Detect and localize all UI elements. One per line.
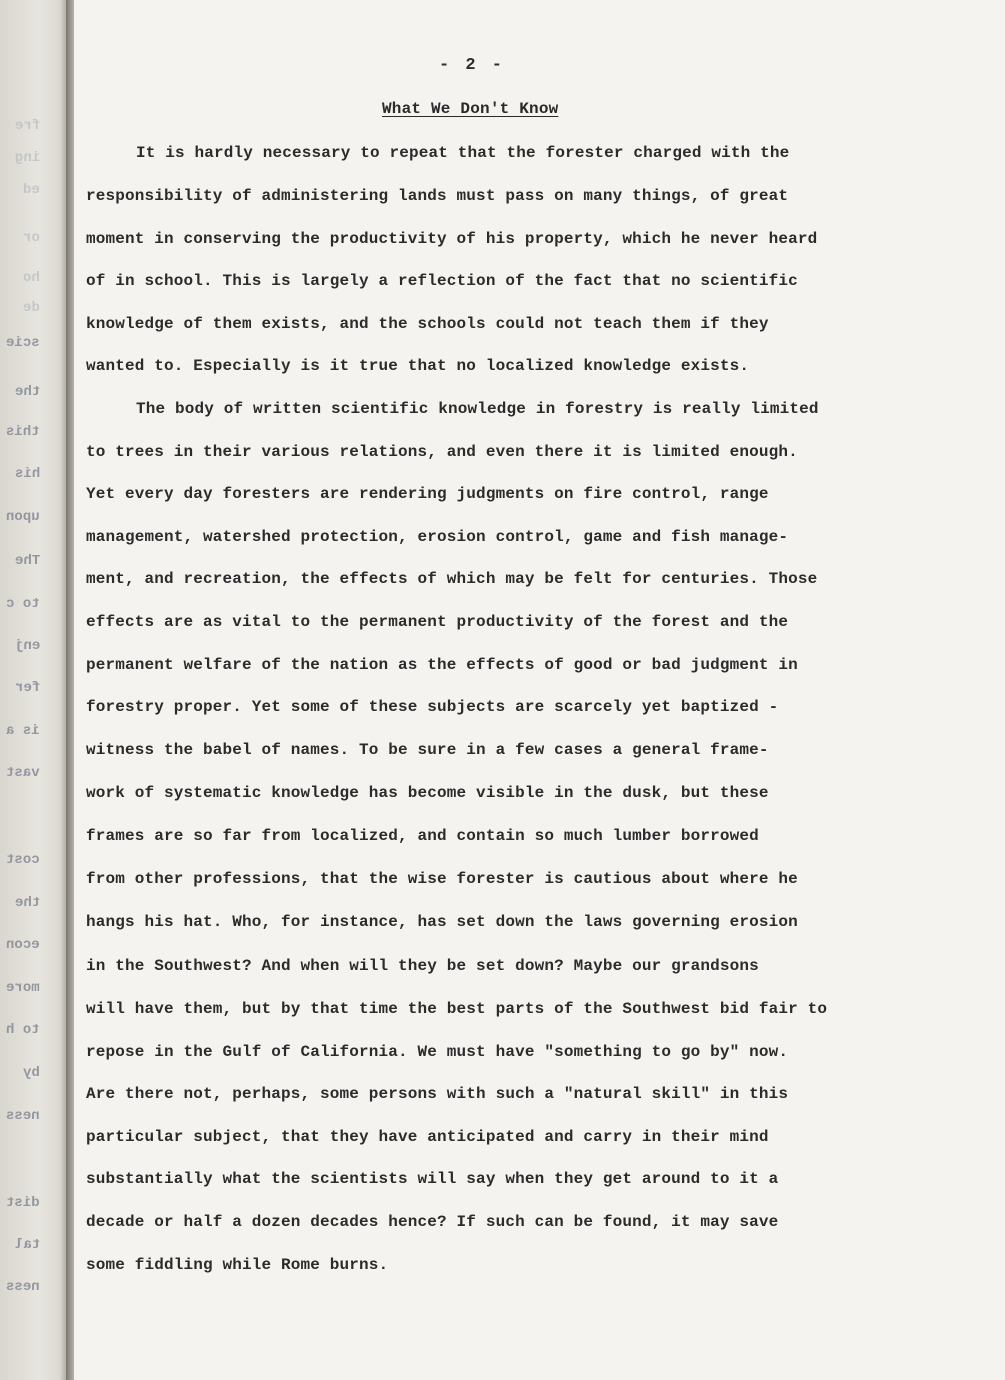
text-line: decade or half a dozen decades hence? If such can be found, it may save [86,1213,779,1231]
bleed-through-text: more [6,980,40,996]
bleed-through-text: ness [6,1279,40,1295]
text-line: forestry proper. Yet some of these subjects are scarcely yet baptized - [86,698,779,716]
text-line: moment in conserving the productivity of his property, which he never heard [86,230,818,248]
adjacent-page-edge [0,0,70,1380]
text-line: particular subject, that they have anticipated and carry in their mind [86,1128,769,1146]
text-line: management, watershed protection, erosion control, game and fish manage- [86,528,789,546]
bleed-through-text: scie [6,335,40,351]
bleed-through-text: ness [6,1108,40,1124]
bleed-through-text: ho [23,270,40,286]
text-line: Yet every day foresters are rendering judgments on fire control, range [86,485,769,503]
text-line: some fiddling while Rome burns. [86,1256,389,1274]
bleed-through-text: dist [6,1195,40,1211]
bleed-through-text: the [14,895,40,911]
bleed-through-text: upon [6,509,40,525]
text-line: responsibility of administering lands must pass on many things, of great [86,187,789,205]
bleed-through-text: fre [14,118,40,134]
text-line: hangs his hat. Who, for instance, has set down the laws governing erosion [86,913,798,931]
text-line: in the Southwest? And when will they be set down? Maybe our grandsons [86,957,759,975]
text-line: frames are so far from localized, and contain so much lumber borrowed [86,827,759,845]
text-line: Are there not, perhaps, some persons with such a "natural skill" in this [86,1085,789,1103]
bleed-through-text: The [14,553,40,569]
bleed-through-text: to h [6,1022,40,1038]
book-gutter [66,0,74,1380]
text-line: substantially what the scientists will say when they get around to it a [86,1170,779,1188]
text-line: It is hardly necessary to repeat that the forester charged with the [136,144,790,162]
bleed-through-text: econ [6,937,40,953]
text-line: knowledge of them exists, and the schools could not teach them if they [86,315,769,333]
text-line: permanent welfare of the nation as the effects of good or bad judgment in [86,656,798,674]
bleed-through-text: de [23,300,40,316]
text-line: of in school. This is largely a reflection of the fact that no scientific [86,272,798,290]
text-line: effects are as vital to the permanent productivity of the forest and the [86,613,789,631]
text-line: work of systematic knowledge has become visible in the dusk, but these [86,784,769,802]
text-line: to trees in their various relations, and even there it is limited enough. [86,443,798,461]
bleed-through-text: or [23,230,40,246]
bleed-through-text: vast [6,765,40,781]
bleed-through-text: enj [14,638,40,654]
bleed-through-text: ed [23,182,40,198]
bleed-through-text: is a [6,723,40,739]
bleed-through-text: cost [6,852,40,868]
bleed-through-text: to c [6,596,40,612]
page-number: - 2 - [439,56,506,75]
typewritten-page [74,0,1005,1380]
text-line: ment, and recreation, the effects of which may be felt for centuries. Those [86,570,818,588]
text-line: repose in the Gulf of California. We must have "something to go by" now. [86,1043,789,1061]
bleed-through-text: by [23,1065,40,1081]
text-line: witness the babel of names. To be sure in a few cases a general frame- [86,741,769,759]
bleed-through-text: the [14,384,40,400]
bleed-through-text: this [6,424,40,440]
bleed-through-text: tal [14,1237,40,1253]
bleed-through-text: his [14,466,40,482]
text-line: The body of written scientific knowledge in forestry is really limited [136,400,819,418]
text-line: will have them, but by that time the best parts of the Southwest bid fair to [86,1000,828,1018]
bleed-through-text: ing [14,150,40,166]
text-line: from other professions, that the wise forester is cautious about where he [86,870,798,888]
section-heading: What We Don't Know [382,100,559,118]
text-line: wanted to. Especially is it true that no localized knowledge exists. [86,357,750,375]
bleed-through-text: fer [14,680,40,696]
